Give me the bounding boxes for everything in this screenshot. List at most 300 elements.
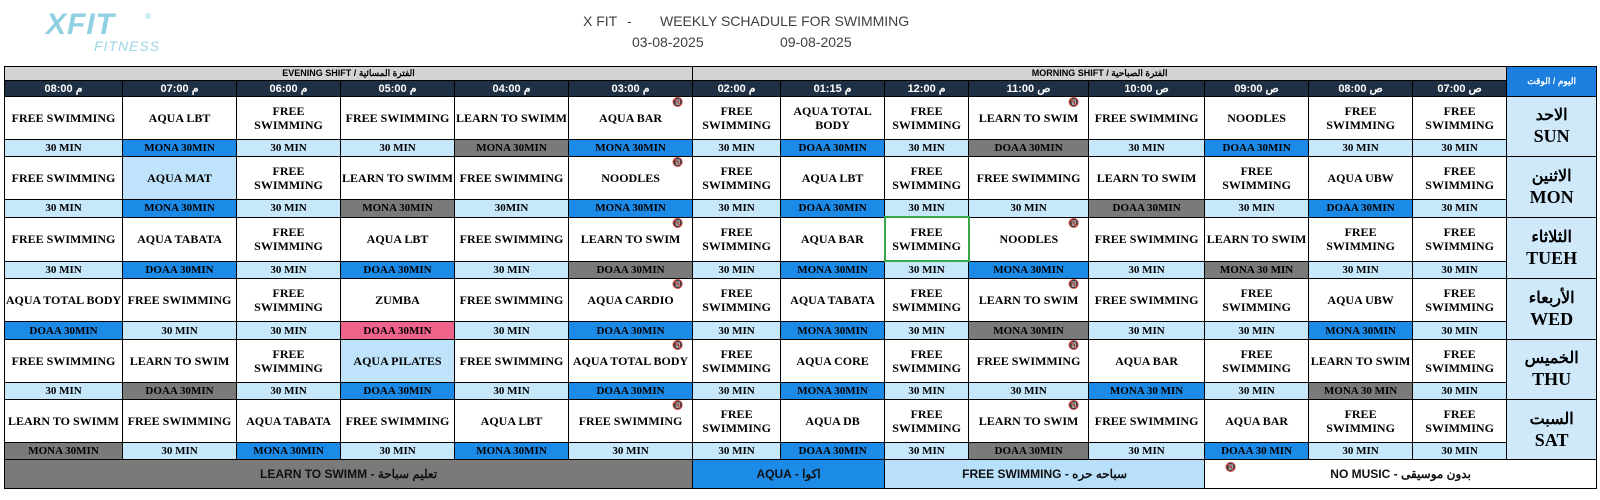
class-cell [1205, 279, 1309, 322]
class-cell [1205, 156, 1309, 199]
no-music-icon: 🔞 [1068, 400, 1080, 411]
instructor-cell: 30 MIN [1089, 322, 1205, 339]
class-cell [569, 156, 693, 199]
class-name: NOODLES [999, 232, 1059, 247]
title-dash: - [627, 13, 632, 29]
class-name: FREE SWIMMING [1425, 286, 1494, 315]
class-cell [1089, 399, 1205, 442]
class-name: FREE SWIMMING [254, 103, 323, 132]
day-name-english: SAT [1534, 429, 1569, 450]
class-name: AQUA CORE [796, 353, 869, 368]
legend-text: LEARN TO SWIMM - تعليم سباحة [260, 467, 438, 482]
instructor-cell: MONA 30MIN [781, 322, 885, 339]
class-name: LEARN TO SWIMM [8, 413, 119, 428]
class-name: FREE SWIMMING [976, 170, 1081, 185]
instructor-cell: 30 MIN [1205, 382, 1309, 399]
no-music-icon: 🔞 [1225, 462, 1237, 473]
instructor-cell: 30 MIN [693, 442, 781, 459]
class-cell [781, 156, 885, 199]
class-name: FREE SWIMMING [254, 286, 323, 315]
instructor-cell: 30 MIN [885, 442, 969, 459]
class-name: FREE SWIMMING [1326, 406, 1395, 435]
legend-row [5, 460, 1597, 489]
class-name: LEARN TO SWIM [1206, 232, 1307, 247]
class-cell [569, 339, 693, 382]
class-cell [1309, 279, 1413, 322]
instructor-cell: 30 MIN [1413, 442, 1507, 459]
legend-text: AQUA - اكوا [756, 467, 821, 482]
class-cell [1089, 217, 1205, 261]
class-name: LEARN TO SWIM [978, 293, 1079, 308]
instructor-cell: 30 MIN [455, 322, 569, 339]
class-name: LEARN TO SWIMM [456, 110, 567, 125]
class-name: FREE SWIMMING [1094, 110, 1199, 125]
class-cell [885, 217, 969, 261]
class-cell [123, 217, 237, 261]
day-time-corner: اليوم / الوقت [1507, 67, 1597, 97]
class-name: AQUA CARDIO [587, 293, 674, 308]
class-cell [237, 156, 341, 199]
class-cell [885, 96, 969, 139]
class-name: FREE SWIMMING [578, 413, 683, 428]
time-header: 08:00 ص [1309, 81, 1413, 96]
day-activity-row [5, 156, 1597, 199]
class-cell [123, 156, 237, 199]
class-cell [455, 217, 569, 261]
day-name-arabic: الخميس [1524, 350, 1579, 368]
class-cell [969, 339, 1089, 382]
day-name-arabic: الاثنين [1531, 167, 1572, 185]
instructor-cell: DOAA 30MIN [341, 322, 455, 339]
instructor-cell: 30 MIN [693, 322, 781, 339]
instructor-cell: 30 MIN [237, 322, 341, 339]
class-cell [781, 399, 885, 442]
class-cell [1309, 156, 1413, 199]
class-cell [693, 96, 781, 139]
class-cell [885, 156, 969, 199]
instructor-cell: MONA 30 MIN [1309, 382, 1413, 399]
class-name: FREE SWIMMING [1425, 346, 1494, 375]
no-music-icon: 🔞 [672, 280, 684, 291]
class-name: FREE SWIMMING [345, 413, 450, 428]
time-header: 10:00 ص [1089, 81, 1205, 96]
instructor-cell: 30 MIN [1089, 442, 1205, 459]
instructor-cell: DOAA 30 MIN [1205, 442, 1309, 459]
class-name: AQUA PILATES [353, 353, 442, 368]
instructor-cell: DOAA 30MIN [341, 261, 455, 279]
class-name: FREE SWIMMING [11, 170, 116, 185]
class-cell [1089, 96, 1205, 139]
class-name: FREE SWIMMING [702, 163, 771, 192]
class-cell [1413, 96, 1507, 139]
class-name: FREE SWIMMING [345, 110, 450, 125]
class-name: FREE SWIMMING [11, 353, 116, 368]
instructor-cell: MONA 30 MIN [1089, 382, 1205, 399]
class-name: FREE SWIMMING [892, 225, 961, 254]
logo-registered-mark: ® [144, 12, 152, 21]
class-cell [569, 279, 693, 322]
logo-fitness: FITNESS [94, 38, 161, 54]
class-cell [1309, 339, 1413, 382]
class-cell [693, 156, 781, 199]
instructor-cell: MONA 30MIN [969, 322, 1089, 339]
class-cell [237, 279, 341, 322]
class-cell [569, 217, 693, 261]
instructor-cell: 30 MIN [237, 199, 341, 217]
class-cell [1309, 217, 1413, 261]
day-name-english: TUEH [1526, 248, 1578, 269]
instructor-cell: 30 MIN [5, 382, 123, 399]
time-header: 07:00 ص [1413, 81, 1507, 96]
class-cell [123, 96, 237, 139]
time-header: 03:00 م [569, 81, 693, 96]
morning-shift-header: MORNING SHIFT / الفترة الصباحية [693, 67, 1507, 81]
class-name: FREE SWIMMING [459, 353, 564, 368]
class-cell [1089, 339, 1205, 382]
instructor-cell: 30 MIN [237, 261, 341, 279]
instructor-cell: 30 MIN [969, 382, 1089, 399]
class-cell [1205, 339, 1309, 382]
class-cell [1089, 279, 1205, 322]
class-cell [885, 399, 969, 442]
instructor-cell: MONA 30MIN [569, 199, 693, 217]
class-name: FREE SWIMMING [254, 346, 323, 375]
instructor-cell: DOAA 30MIN [1205, 139, 1309, 156]
class-cell [5, 279, 123, 322]
class-cell [885, 279, 969, 322]
class-name: FREE SWIMMING [892, 346, 961, 375]
instructor-cell: MONA 30MIN [455, 139, 569, 156]
class-cell [781, 339, 885, 382]
instructor-cell: 30 MIN [5, 261, 123, 279]
instructor-cell: MONA 30MIN [123, 199, 237, 217]
instructor-cell: 30 MIN [569, 442, 693, 459]
instructor-cell: 30 MIN [1413, 382, 1507, 399]
legend-text: NO MUSIC - بدون موسيقى [1330, 467, 1471, 482]
no-music-icon: 🔞 [672, 218, 684, 229]
class-cell [5, 217, 123, 261]
day-name-arabic: الأربعاء [1528, 290, 1575, 308]
class-cell [781, 279, 885, 322]
instructor-cell: MONA 30MIN [569, 139, 693, 156]
class-cell [455, 399, 569, 442]
gym-name: X FIT [583, 13, 618, 29]
no-music-icon: 🔞 [672, 157, 684, 168]
instructor-cell: 30 MIN [885, 382, 969, 399]
day-instructor-row [5, 261, 1597, 279]
class-name: FREE SWIMMING [1326, 225, 1395, 254]
class-cell [1413, 217, 1507, 261]
class-cell [1413, 399, 1507, 442]
class-cell [969, 217, 1089, 261]
instructor-cell: 30 MIN [1413, 322, 1507, 339]
no-music-icon: 🔞 [1068, 97, 1080, 108]
class-cell [5, 339, 123, 382]
time-header: 08:00 م [5, 81, 123, 96]
instructor-cell: DOAA 30MIN [569, 261, 693, 279]
instructor-cell: 30 MIN [341, 139, 455, 156]
class-cell [237, 96, 341, 139]
class-cell [781, 217, 885, 261]
class-cell [781, 96, 885, 139]
instructor-cell: MONA 30 MIN [1205, 261, 1309, 279]
class-name: LEARN TO SWIM [129, 353, 230, 368]
page-title: WEEKLY SCHADULE FOR SWIMMING [660, 13, 910, 29]
class-name: FREE SWIMMING [892, 406, 961, 435]
class-name: LEARN TO SWIM [1096, 170, 1197, 185]
instructor-cell: DOAA 30MIN [569, 382, 693, 399]
instructor-cell: MONA 30MIN [341, 199, 455, 217]
class-name: FREE SWIMMING [976, 353, 1081, 368]
time-header: 11:00 ص [969, 81, 1089, 96]
class-name: AQUA LBT [801, 170, 864, 185]
instructor-cell: MONA 30MIN [455, 442, 569, 459]
instructor-cell: 30 MIN [1089, 139, 1205, 156]
class-cell [569, 399, 693, 442]
no-music-icon: 🔞 [672, 97, 684, 108]
instructor-cell: 30 MIN [455, 382, 569, 399]
no-music-icon: 🔞 [672, 340, 684, 351]
class-name: AQUA LBT [148, 110, 211, 125]
instructor-cell: DOAA 30MIN [123, 261, 237, 279]
class-cell [341, 339, 455, 382]
instructor-cell: 30 MIN [1309, 261, 1413, 279]
class-cell [123, 399, 237, 442]
class-name: FREE SWIMMING [127, 293, 232, 308]
class-cell [237, 339, 341, 382]
class-name: AQUA TOTAL BODY [793, 103, 872, 132]
day-instructor-row [5, 139, 1597, 156]
day-name-english: MON [1529, 186, 1574, 207]
class-name: AQUA UBW [1327, 293, 1394, 308]
instructor-cell: DOAA 30MIN [969, 442, 1089, 459]
time-header: 06:00 م [237, 81, 341, 96]
instructor-cell: 30 MIN [455, 261, 569, 279]
class-cell [455, 279, 569, 322]
class-cell [1089, 156, 1205, 199]
instructor-cell: 30 MIN [885, 322, 969, 339]
day-instructor-row [5, 322, 1597, 339]
class-name: AQUA DB [805, 413, 860, 428]
no-music-icon: 🔞 [1068, 218, 1080, 229]
class-name: FREE SWIMMING [1094, 413, 1199, 428]
instructor-cell: DOAA 30MIN [969, 139, 1089, 156]
day-label [1507, 96, 1597, 156]
legend-aqua [693, 460, 885, 489]
instructor-cell: DOAA 30MIN [569, 322, 693, 339]
instructor-cell: 30 MIN [693, 382, 781, 399]
class-cell [341, 96, 455, 139]
instructor-cell: DOAA 30MIN [123, 382, 237, 399]
day-label [1507, 339, 1597, 399]
day-label [1507, 156, 1597, 217]
class-name: AQUA BAR [1115, 353, 1179, 368]
instructor-cell: 30 MIN [341, 442, 455, 459]
instructor-cell: 30 MIN [1309, 139, 1413, 156]
xfit-logo [28, 8, 198, 56]
class-name: LEARN TO SWIM [1310, 353, 1411, 368]
instructor-cell: MONA 30MIN [969, 261, 1089, 279]
class-name: AQUA TABATA [137, 232, 222, 247]
instructor-cell: DOAA 30MIN [781, 139, 885, 156]
instructor-cell: 30 MIN [5, 199, 123, 217]
day-name-arabic: الاحد [1535, 107, 1568, 125]
instructor-cell: 30 MIN [5, 139, 123, 156]
class-name: FREE SWIMMING [1425, 103, 1494, 132]
class-name: AQUA BAR [800, 232, 864, 247]
instructor-cell: 30 MIN [237, 139, 341, 156]
class-cell [1413, 339, 1507, 382]
day-label [1507, 217, 1597, 279]
instructor-cell: 30 MIN [123, 442, 237, 459]
instructor-cell: DOAA 30MIN [781, 199, 885, 217]
day-name-arabic: السبت [1529, 410, 1574, 428]
instructor-cell: 30 MIN [969, 199, 1089, 217]
legend-free-swimming [885, 460, 1205, 489]
class-name: FREE SWIMMING [459, 232, 564, 247]
instructor-cell: 30 MIN [237, 382, 341, 399]
legend-text: FREE SWIMMING - سباحه حره [962, 467, 1127, 482]
class-cell [969, 156, 1089, 199]
instructor-cell: DOAA 30MIN [5, 322, 123, 339]
class-name: AQUA TOTAL BODY [5, 293, 122, 308]
class-name: FREE SWIMMING [892, 286, 961, 315]
class-name: FREE SWIMMING [254, 163, 323, 192]
legend-no-music [1205, 460, 1597, 489]
class-cell [969, 399, 1089, 442]
class-name: LEARN TO SWIM [978, 413, 1079, 428]
class-name: LEARN TO SWIM [580, 232, 681, 247]
class-name: AQUA BAR [1225, 413, 1289, 428]
class-name: AQUA LBT [480, 413, 543, 428]
day-label [1507, 399, 1597, 459]
class-name: AQUA TABATA [246, 413, 331, 428]
class-cell [569, 96, 693, 139]
class-name: FREE SWIMMING [1326, 103, 1395, 132]
time-header: 01:15 م [781, 81, 885, 96]
class-name: FREE SWIMMING [459, 293, 564, 308]
time-header: 12:00 م [885, 81, 969, 96]
instructor-cell: 30MIN [455, 199, 569, 217]
day-activity-row [5, 279, 1597, 322]
class-cell [1413, 279, 1507, 322]
legend-learn-to-swim [5, 460, 693, 489]
class-cell [123, 279, 237, 322]
class-name: FREE SWIMMING [702, 103, 771, 132]
day-activity-row [5, 217, 1597, 261]
class-name: LEARN TO SWIMM [342, 170, 453, 185]
instructor-cell: 30 MIN [123, 322, 237, 339]
class-name: FREE SWIMMING [1425, 163, 1494, 192]
day-name-english: THU [1532, 369, 1572, 390]
time-header: 02:00 م [693, 81, 781, 96]
class-cell [341, 217, 455, 261]
class-name: FREE SWIMMING [1425, 225, 1494, 254]
day-instructor-row [5, 199, 1597, 217]
instructor-cell: 30 MIN [885, 199, 969, 217]
instructor-cell: 30 MIN [1205, 199, 1309, 217]
class-cell [693, 339, 781, 382]
class-cell [5, 96, 123, 139]
class-name: FREE SWIMMING [11, 232, 116, 247]
instructor-cell: 30 MIN [1413, 199, 1507, 217]
instructor-cell: 30 MIN [885, 261, 969, 279]
instructor-cell: 30 MIN [885, 139, 969, 156]
class-cell [123, 339, 237, 382]
time-header: 09:00 ص [1205, 81, 1309, 96]
instructor-cell: 30 MIN [1089, 261, 1205, 279]
class-name: FREE SWIMMING [11, 110, 116, 125]
instructor-cell: 30 MIN [693, 261, 781, 279]
instructor-cell: 30 MIN [693, 139, 781, 156]
class-name: AQUA BAR [599, 110, 663, 125]
schedule-table [4, 66, 1597, 489]
instructor-cell: 30 MIN [1413, 139, 1507, 156]
class-cell [5, 399, 123, 442]
day-name-english: SUN [1533, 126, 1570, 147]
instructor-cell: MONA 30MIN [1309, 322, 1413, 339]
class-cell [885, 339, 969, 382]
day-activity-row [5, 339, 1597, 382]
instructor-cell: MONA 30MIN [781, 382, 885, 399]
class-cell [455, 339, 569, 382]
instructor-cell: MONA 30MIN [781, 261, 885, 279]
instructor-cell: DOAA 30MIN [781, 442, 885, 459]
day-instructor-row [5, 382, 1597, 399]
class-name: FREE SWIMMING [892, 163, 961, 192]
class-name: FREE SWIMMING [1094, 293, 1199, 308]
date-to: 09-08-2025 [780, 34, 852, 50]
class-name: AQUA TOTAL BODY [572, 353, 689, 368]
class-cell [969, 279, 1089, 322]
class-name: FREE SWIMMING [1222, 346, 1291, 375]
class-cell [969, 96, 1089, 139]
day-activity-row [5, 96, 1597, 139]
class-cell [237, 399, 341, 442]
class-name: AQUA TABATA [790, 293, 875, 308]
instructor-cell: 30 MIN [1413, 261, 1507, 279]
class-name: FREE SWIMMING [892, 103, 961, 132]
class-cell [693, 279, 781, 322]
time-header: 04:00 م [455, 81, 569, 96]
class-cell [1205, 96, 1309, 139]
class-name: FREE SWIMMING [1094, 232, 1199, 247]
class-cell [1205, 399, 1309, 442]
instructor-cell: 30 MIN [1205, 322, 1309, 339]
instructor-cell: DOAA 30MIN [341, 382, 455, 399]
no-music-icon: 🔞 [1068, 340, 1080, 351]
day-instructor-row [5, 442, 1597, 459]
class-cell [693, 217, 781, 261]
instructor-cell: 30 MIN [693, 199, 781, 217]
class-name: ZUMBA [375, 293, 420, 308]
instructor-cell: DOAA 30MIN [1089, 199, 1205, 217]
instructor-cell: 30 MIN [1309, 442, 1413, 459]
class-cell [1413, 156, 1507, 199]
class-cell [1309, 399, 1413, 442]
class-cell [1205, 217, 1309, 261]
class-name: FREE SWIMMING [127, 413, 232, 428]
instructor-cell: DOAA 30MIN [1309, 199, 1413, 217]
time-header: 05:00 م [341, 81, 455, 96]
class-name: FREE SWIMMING [459, 170, 564, 185]
class-name: FREE SWIMMING [1425, 406, 1494, 435]
class-name: FREE SWIMMING [1222, 163, 1291, 192]
class-cell [341, 156, 455, 199]
day-label [1507, 279, 1597, 339]
day-activity-row [5, 399, 1597, 442]
class-name: NOODLES [1227, 110, 1286, 125]
